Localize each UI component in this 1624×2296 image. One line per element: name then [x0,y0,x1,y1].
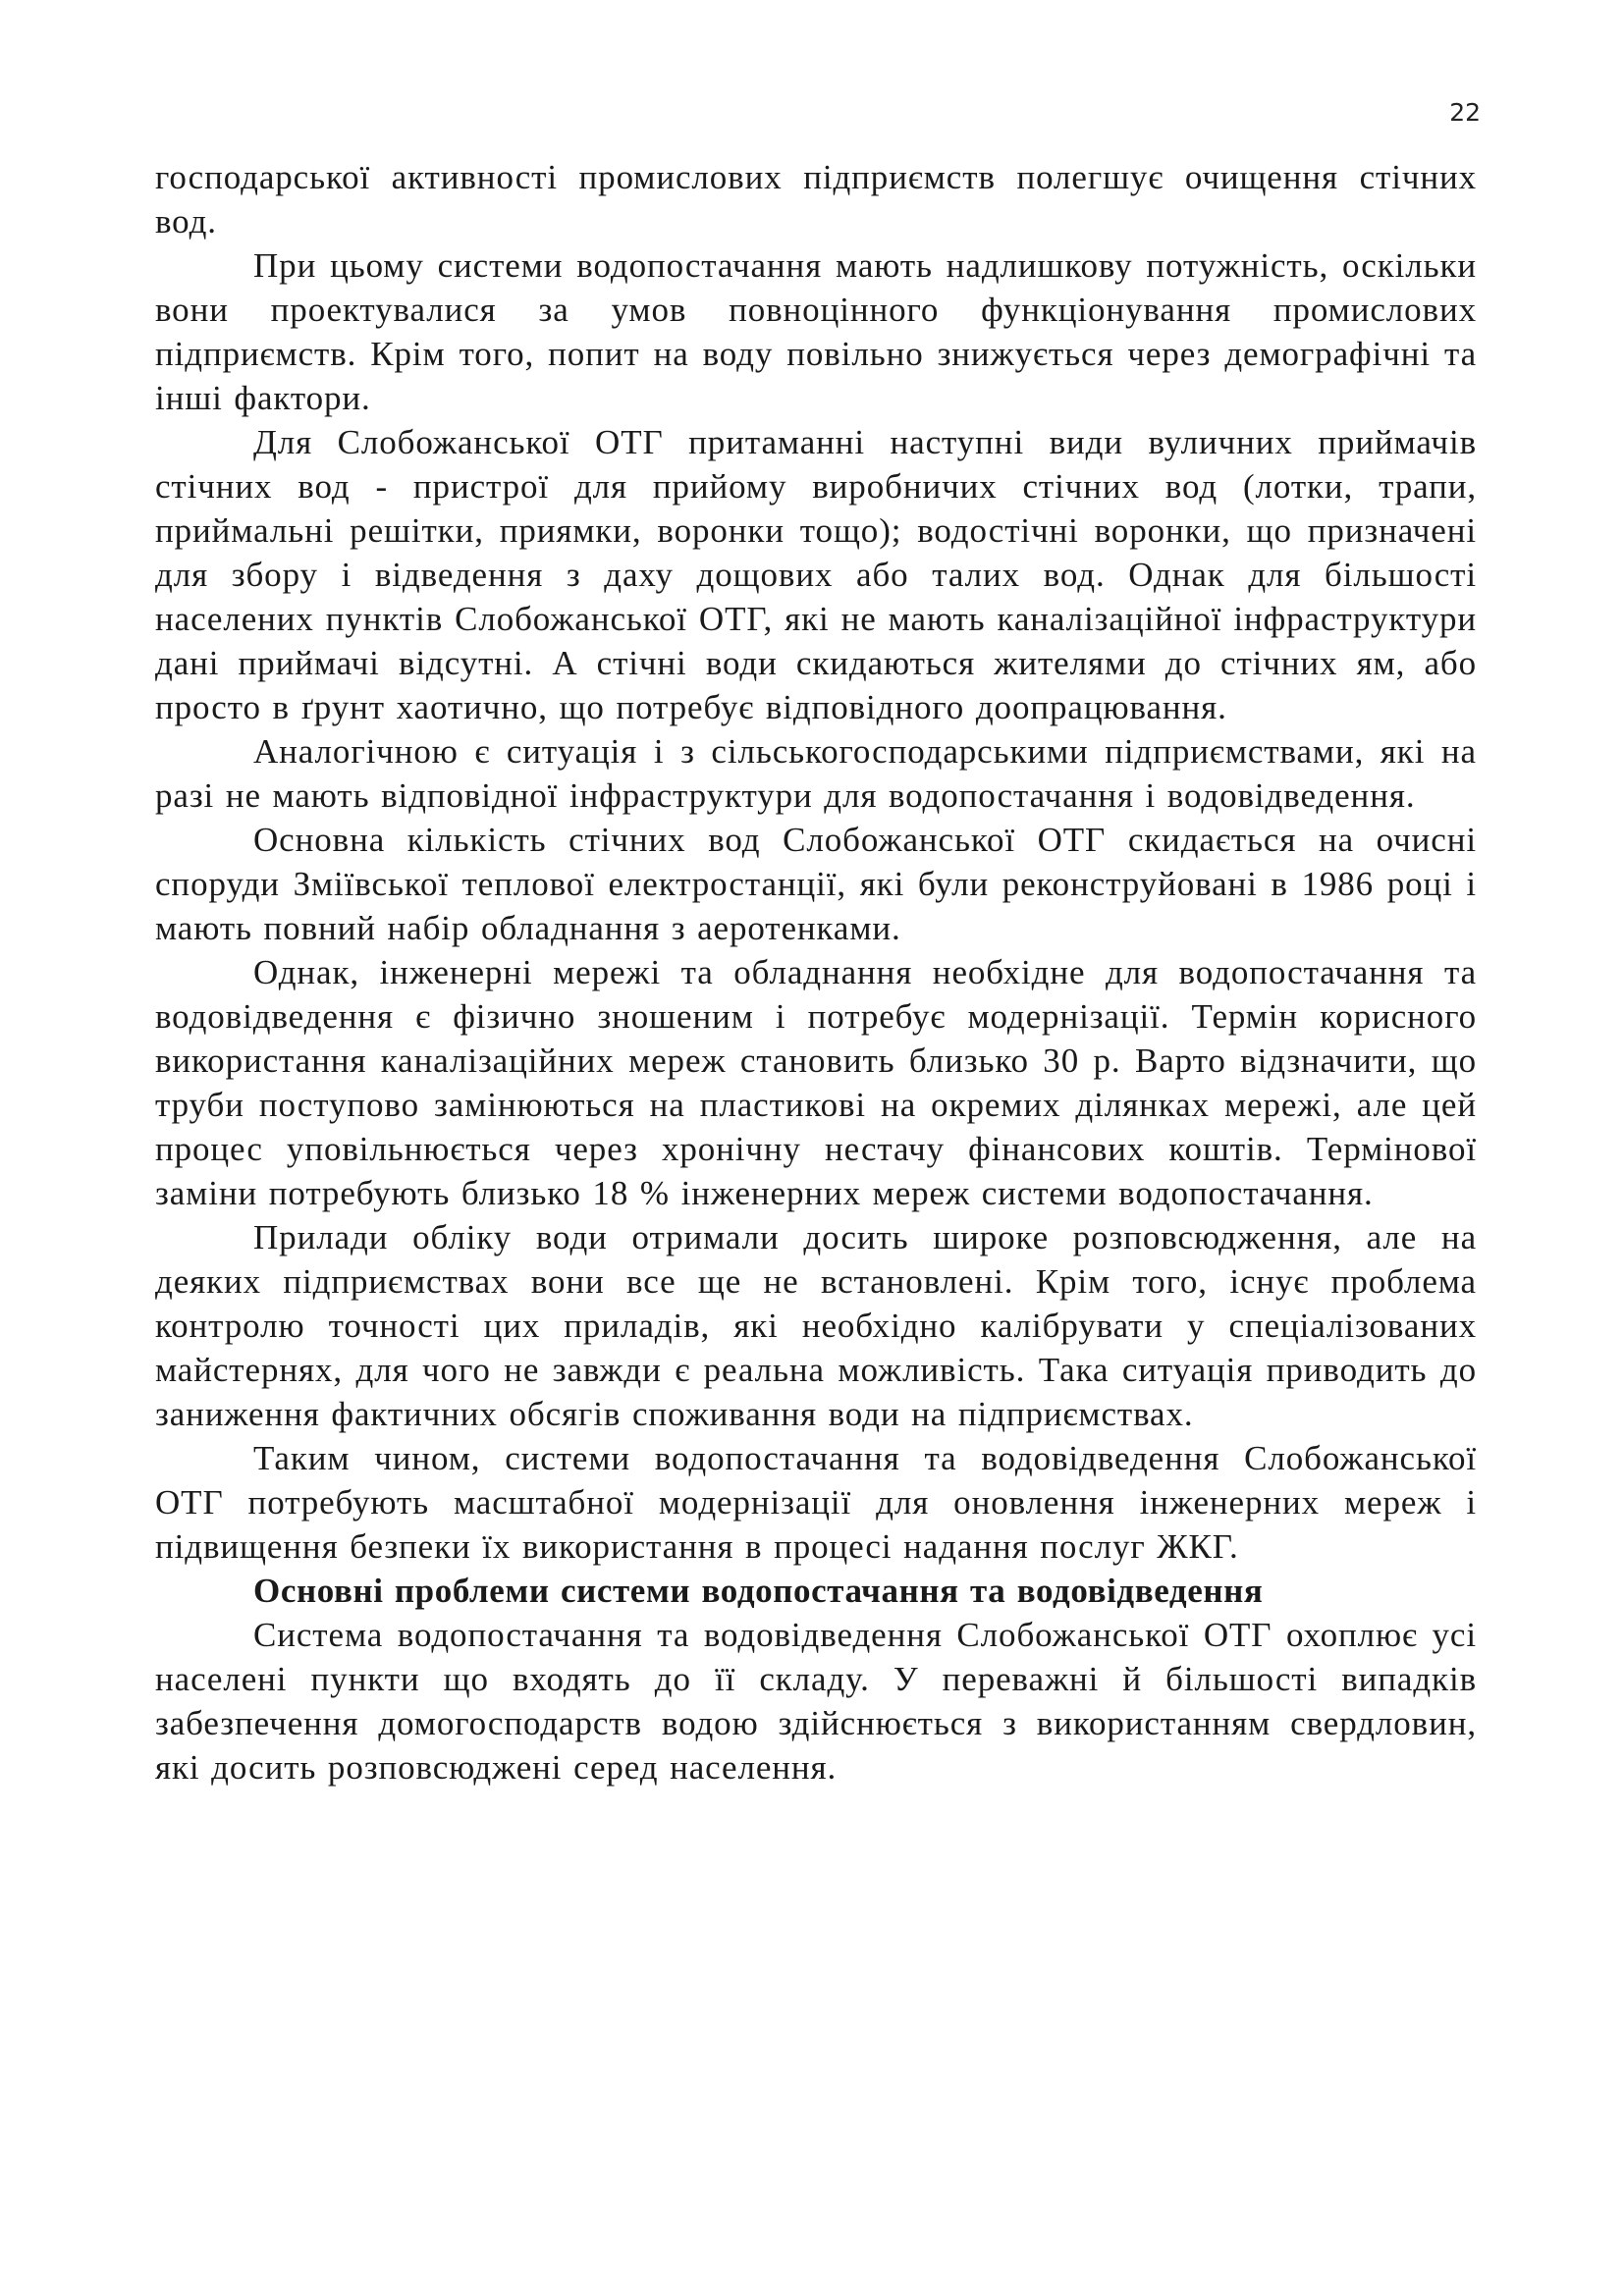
paragraph-network-wear: Однак, інженерні мережі та обладнання необхідне для водопостачання та водовідведення є фізично зношеним і потребує модернізації. Термін корисного використання каналізаційних мереж становить близько 30 р. Варто відзначити, що труби поступово замінюються на пластикові на окремих ділянках мережі, але цей процес уповільнюється через хронічну нестачу фінансових коштів. Термінової заміни потребують близько 18 % інженерних мереж системи водопостачання. [155,953,1477,1212]
paragraph-conclusion: Таким чином, системи водопостачання та водовідведення Слобожанської ОТГ потребують масштабної модернізації для оновлення інженерних мереж і підвищення безпеки їх використання в процесі надання послуг ЖКГ. [155,1439,1477,1566]
paragraph-excess-capacity: При цьому системи водопостачання мають надлишкову потужність, оскільки вони проектувалися за умов повноцінного функціонування промислових підприємств. Крім того, попит на воду повільно знижується через демографічні та інші фактори. [155,246,1477,417]
paragraph-continuation: господарської активності промислових підприємств полегшує очищення стічних вод. [155,158,1477,240]
paragraph-water-meters: Прилади обліку води отримали досить широке розповсюдження, але на деяких підприємствах вони все ще не встановлені. Крім того, існує проблема контролю точності цих приладів, які необхідно калібрувати у спеціалізованих майстернях, для чого не завжди є реальна можливість. Така ситуація приводить до заниження фактичних обсягів споживання води на підприємствах. [155,1218,1477,1433]
paragraph-treatment-plant: Основна кількість стічних вод Слобожанської ОТГ скидається на очисні споруди Зміївської теплової електростанції, які були реконструйовані в 1986 році і мають повний набір обладнання з аеротенками. [155,821,1477,947]
paragraph-agricultural: Аналогічною є ситуація і з сільськогосподарськими підприємствами, які на разі не мають відповідної інфраструктури для водопостачання і водовідведення. [155,732,1477,815]
body-text [155,155,1477,1789]
paragraph-system-coverage: Система водопостачання та водовідведення Слобожанської ОТГ охоплює усі населені пункти що входять до її складу. У переважні й більшості випадків забезпечення домогосподарств водою здійснюється з використанням свердловин, які досить розповсюджені серед населення. [155,1616,1477,1787]
page-number: 22 [1449,98,1481,127]
section-heading: Основні проблеми системи водопостачання та водовідведення [253,1572,1264,1610]
paragraph-street-receivers: Для Слобожанської ОТГ притаманні наступні види вуличних приймачів стічних вод - пристрої для прийому виробничих стічних вод (лотки, трапи, приймальні решітки, приямки, воронки тощо); водостічні воронки, що призначені для збору і відведення з даху дощових або талих вод. Однак для більшості населених пунктів Слобожанської ОТГ, які не мають каналізаційної інфраструктури дані приймачі відсутні. А стічні води скидаються жителями до стічних ям, або просто в ґрунт хаотично, що потребує відповідного доопрацювання. [155,423,1477,726]
